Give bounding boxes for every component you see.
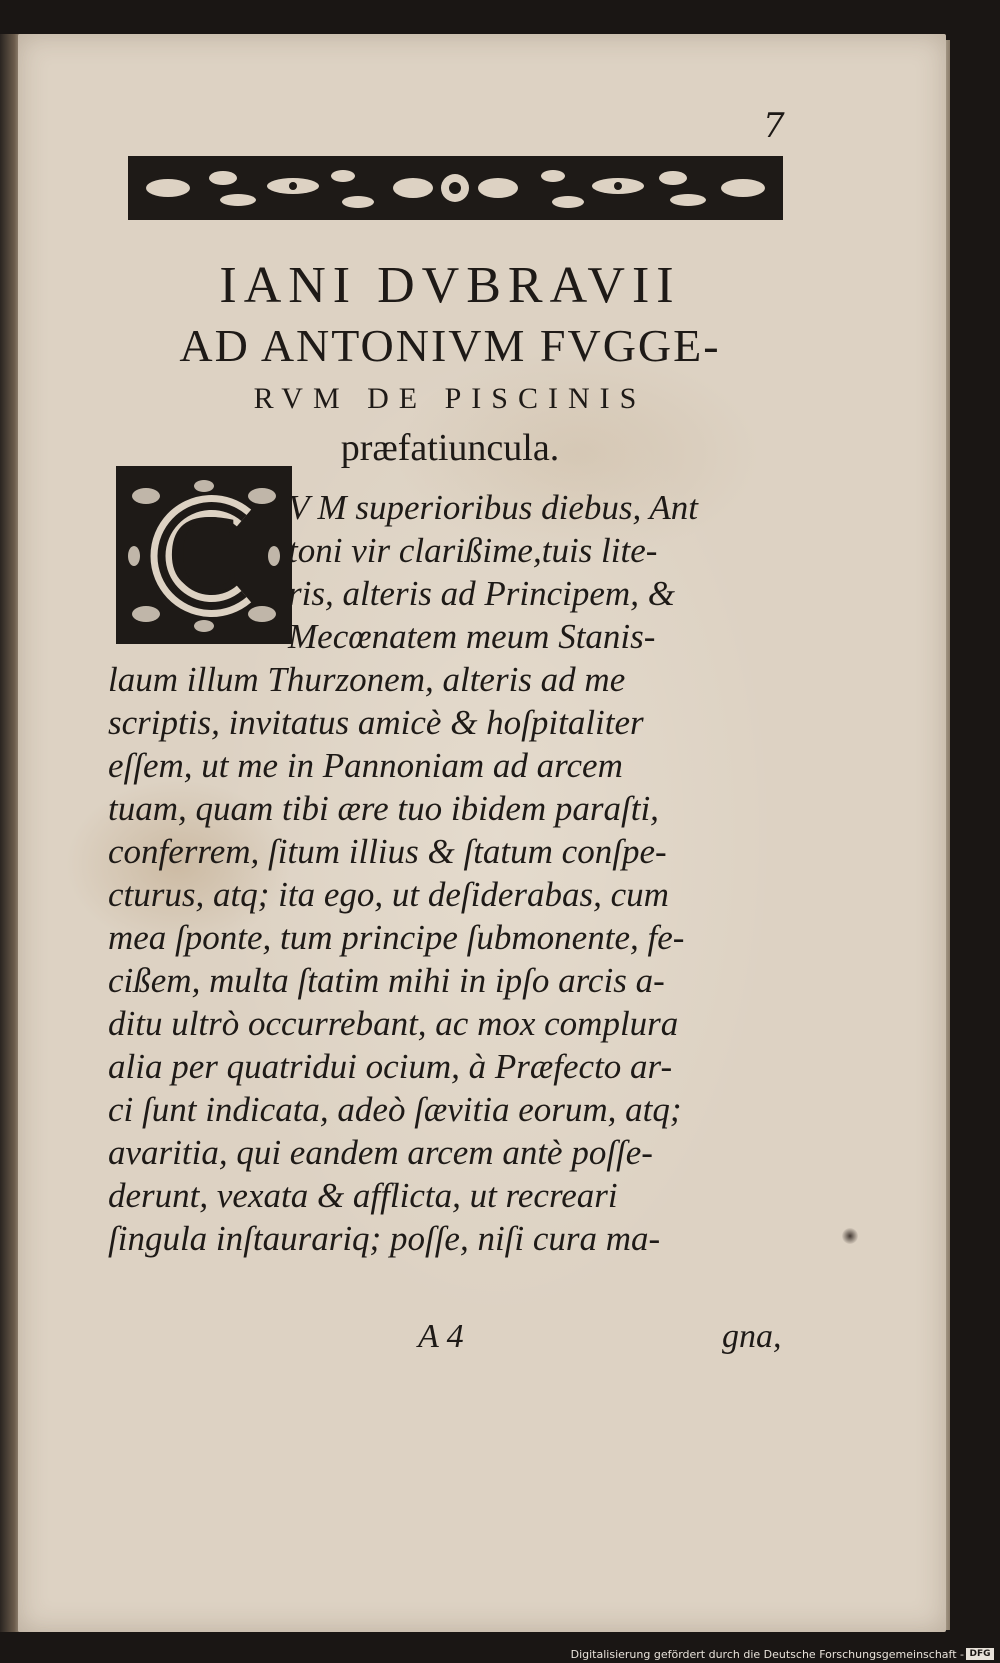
body-line: alia per quatridui ocium, à Præfecto ar-	[108, 1047, 673, 1086]
body-line: ris, alteris ad Principem, &	[288, 574, 675, 613]
body-line: ci ſunt indicata, adeò ſævitia eorum, atq;	[108, 1090, 682, 1129]
body-line: avaritia, qui eandem arcem antè poſſe-	[108, 1133, 653, 1172]
decorated-initial	[116, 466, 292, 644]
body-line: Mecœnatem meum Stanis-	[288, 617, 656, 656]
body-line: ſingula inſtaurariq; poſſe, niſi cura ma-	[108, 1219, 661, 1258]
body-line: ditu ultrò occurrebant, ac mox complura	[108, 1004, 679, 1043]
body-line: mea ſponte, tum principe ſubmonente, fe-	[108, 918, 685, 957]
dfg-logo: DFG	[966, 1648, 994, 1660]
page-number: 7	[763, 106, 785, 146]
body-line: eſſem, ut me in Pannoniam ad arcem	[108, 746, 623, 785]
digitization-credit: Digitalisierung gefördert durch die Deutsche Forschungsgemeinschaft -	[570, 1648, 964, 1661]
body-line: laum illum Thurzonem, alteris ad me	[108, 660, 626, 699]
body-line: scriptis, invitatus amicè & hoſpitaliter	[108, 703, 644, 742]
body-line: toni vir clarißime,tuis lite-	[288, 531, 658, 570]
title-line-2: AD ANTONIVM FVGGE-	[179, 320, 721, 371]
title-line-4: præfatiuncula.	[340, 427, 560, 469]
title-line-1: IANI DVBRAVII	[219, 257, 681, 314]
body-line: cturus, atq; ita ego, ut deſiderabas, cum	[108, 875, 669, 914]
body-line: tuam, quam tibi ære tuo ibidem paraſti,	[108, 789, 659, 828]
initial-letter: C	[167, 492, 241, 614]
title-line-3: RVM DE PISCINIS	[253, 382, 647, 415]
ink-spot	[842, 1228, 858, 1244]
catchword: gna,	[722, 1318, 782, 1355]
title-block	[100, 255, 800, 473]
body-line: derunt, vexata & afflicta, ut recreari	[108, 1176, 618, 1215]
body-line: V M superioribus diebus, Ant	[288, 488, 698, 527]
ornamental-headband	[128, 156, 783, 220]
body-line: cißem, multa ſtatim mihi in ipſo arcis a-	[108, 961, 665, 1000]
body-line: conferrem, ſitum illius & ſtatum conſpe-	[108, 832, 667, 871]
signature-mark: A 4	[418, 1318, 464, 1355]
